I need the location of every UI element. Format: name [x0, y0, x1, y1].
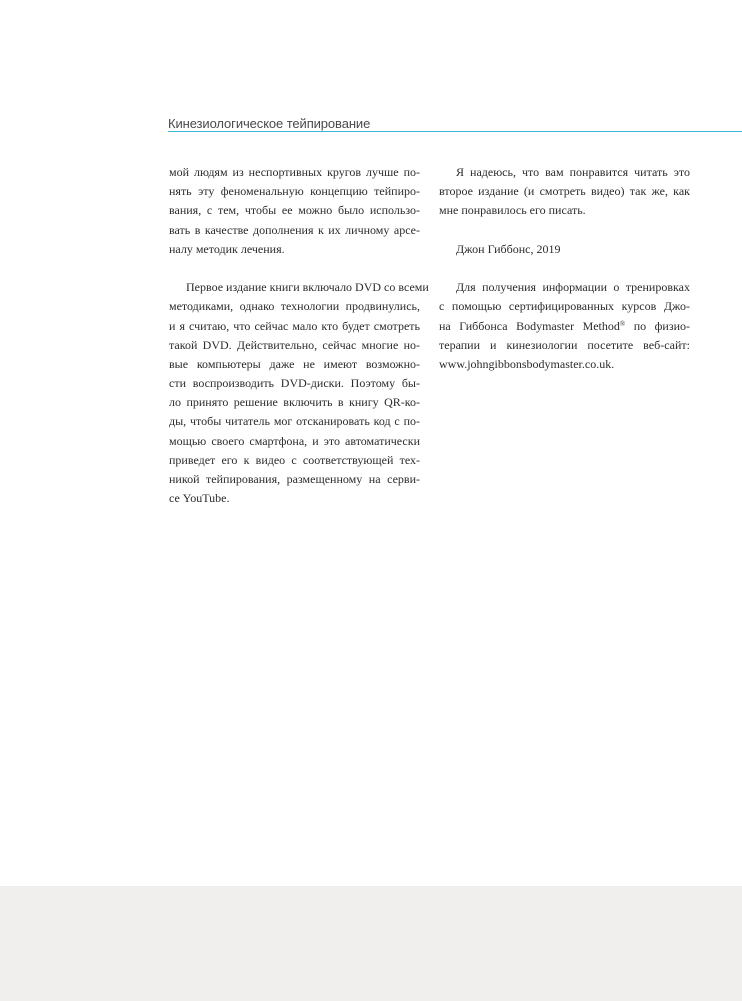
text-line: ло принято решение включить в книгу QR-ко- — [169, 395, 420, 410]
text-fragment: по физио- — [633, 318, 691, 333]
text-line — [439, 317, 690, 336]
text-line: Первое издание книги включало DVD со всеми — [186, 280, 429, 295]
paragraph-training-info — [439, 278, 690, 374]
text-line: и я считаю, что сейчас мало кто будет смотреть — [169, 318, 420, 333]
text-line: методиками, однако технологии продвинулись, — [169, 299, 420, 314]
text-line: мой людям из неспортивных кругов лучше по- — [169, 165, 420, 179]
running-header: Кинезиологическое тейпирование — [168, 116, 371, 131]
paragraph-intro-continuation — [169, 163, 420, 259]
text-line: приведет его к видео с соответствующей тех- — [169, 452, 420, 467]
paragraph-hope — [439, 163, 690, 221]
website-url: www.johngibbonsbodymaster.co.uk. — [439, 356, 615, 371]
text-line: Я надеюсь, что вам понравится читать это — [456, 165, 690, 179]
text-line: вания, с тем, чтобы ее можно было использо- — [169, 203, 420, 218]
text-line: мощью своего смартфона, и это автоматически — [169, 433, 420, 448]
text-line: никой тейпирования, размещенному на серви- — [169, 472, 420, 486]
author-signature: Джон Гиббонс, 2019 — [456, 241, 561, 256]
text-line: терапии и кинезиологии посетите веб-сайт: — [439, 337, 690, 352]
text-line: налу методик лечения. — [169, 241, 285, 256]
text-line: вать в качестве дополнения к их личному арсе- — [169, 222, 420, 237]
text-line: нять эту феноменальную концепцию тейпиро- — [169, 184, 420, 199]
text-line: с помощью сертифицированных курсов Джо- — [439, 299, 690, 314]
text-line: вые компьютеры даже не имеют возможно- — [169, 356, 420, 371]
text-line: второе издание (и смотреть видео) так же, как — [439, 184, 690, 199]
right-column — [439, 163, 690, 374]
text-line: се YouTube. — [169, 491, 230, 506]
text-line: ды, чтобы читатель мог отсканировать код с по- — [169, 414, 420, 429]
text-line: мне понравилось его писать. — [439, 203, 586, 218]
bottom-band — [0, 886, 742, 1001]
header-rule — [168, 131, 742, 132]
text-line: сти воспроизводить DVD-диски. Поэтому бы- — [169, 376, 420, 391]
text-line: такой DVD. Действительно, сейчас многие но- — [169, 337, 420, 352]
paragraph-dvd-qr — [169, 278, 429, 508]
left-column — [169, 163, 429, 508]
text-fragment: на Гиббонса Bodymaster Method — [439, 318, 620, 333]
registered-mark: ® — [619, 319, 626, 328]
text-line: Для получения информации о тренировках — [456, 280, 690, 295]
